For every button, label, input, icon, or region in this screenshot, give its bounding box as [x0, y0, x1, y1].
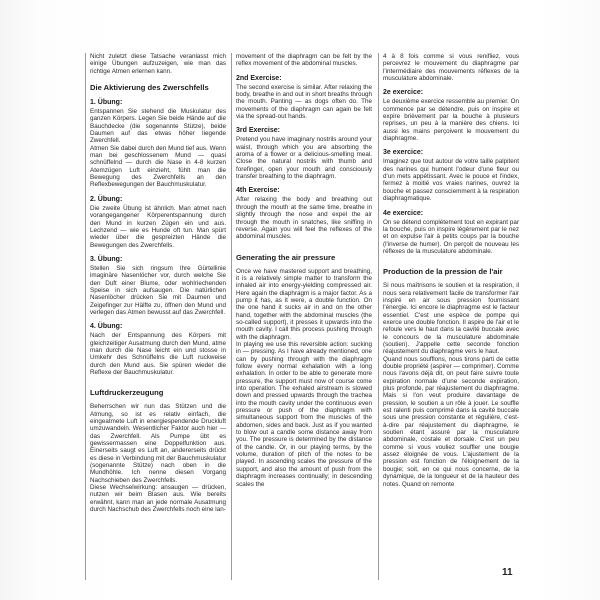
intro-paragraph: Nicht zuletzt diese Tatsache veranlasst mich einige Übungen aufzuzeigen, wie man das richtige Atmen erlernen kann. [90, 53, 226, 75]
air-pressure-text-2: Quand nous soufflons, nous tirons parti de cette double propriété (aspirer — comprimer). Comme nous l'avons déjà dit, on peut faire suivre toute expiration normale d'une seconde expiration, plus profonde, par réajustement du diaphragme. Mais si l'on veut produire davantage de pression, le soutien a un rôle à jouer. Le souffle est ralenti puis comprimé dans la cavité buccale sous une pression constante et régulière, c'est-à-dire par réajustement du diaphragme, le soutien étant assuré par la musculature abdominale, costale et dorsale. C'est un peu comme si vous vouliez souffler une bougie assez éloignée de vous. L'ajustement de la pression est fonction de l'éloignement de la bougie; soit, en ce qui nous concerne, de la dynamique, de la longueur et de la hauteur des notes. Quand on remonte [383, 355, 519, 488]
exercise-3-heading: 3rd Exercise: [236, 127, 280, 135]
exercise-4-text: On se détend complètement tout en expirant par la bouche, puis on inspire légèrement par le nez et on expulse l'air à petits coups par la bouche (l'inverse de humer). On perçoit de nouveau les réflexes de la musculature abdominale. [383, 218, 519, 255]
air-pressure-text: Si nous maîtrisons le soutien et la respiration, il nous sera relativement facile de transformer l'air inspiré en air sous pression fournissant l'énergie. Ici encore le diaphragme est le facteur essentiel. C'est une espèce de pompe qui exerce une double fonction. Il aspire de l'air et le refoule vers le haut dans la cavité buccale avec le concours de la musculature abdominale (soutien). J'appelle cette seconde fonction réajustement du diaphragme vers le haut. [383, 282, 519, 356]
exercise-2-text: Le deuxième exercice ressemble au premier. On commence par se détendre, puis on inspire et expire brièvement par la bouche à plusieurs reprises, un peu à la manière des chiens. Ici aussi les mains perçoivent le mouvement du diaphragme. [383, 98, 519, 143]
exercise-2-text: The second exercise is similar. After relaxing the body, breathe in and out in short breaths through the mouth. Panting — as dogs often do. The movements of the diaphragm can again be felt via the spread-out hands. [236, 83, 372, 121]
air-pressure-text: Once we have mastered support and breathing, it is a relatively simple matter to transform the inhaled air into energy-yielding compressed air. Here again the diaphragm is a major factor. As a pump it has, as it were, a double function. On the one hand it sucks air in and on the other hand, together with the abdominal muscles (the so-called support), it presses it upwards into the mouth cavity. I call this process pushing through with the diaphragm. [236, 267, 372, 341]
exercise-2-heading: 2nd Exercise: [236, 74, 282, 82]
exercise-3-heading: 3e exercice: [383, 149, 424, 157]
air-pressure-text-2: In playing we use this reversible action: sucking in — pressing. As I have already mentioned, one can by pushing through with the diaphragm follow every normal exhalation with a long exhalation. In order to be able to generate more pressure, the support must now of course come into operation. The exhaled airstream is slowed down and pressed upwards through the trachea into the mouth cavity under the continuous even pressure or push of the diaphragm with simultaneous support from the muscles of the abdomen, sides and back. Just as if you wanted to blow out a candle some distance away from you. The pressure is determined by the distance of the candle. Or, in our playing terms, by the volume, duration of pitch of the notes to be played. In ascending scales the pressure of the support, and also the amount of push from the diaphragm increases continually; in descending scales the [236, 340, 372, 488]
exercise-4-heading: 4. Übung: [90, 323, 123, 331]
exercise-1-text: Entspannen Sie stehend die Muskulatur des ganzen Körpers. Legen Sie beide Hände auf die Bauchdecke (die sogenannte Stütze), beide Daumen auf das etwas höher liegende Zwerchfell. [90, 108, 226, 145]
air-pressure-text-2: Diese Wechselwirkung: ansaugen — drücken, nutzen wir beim Blasen aus. Wie bereits erwähnt, kann man an jede normale Ausatmung durch Nachschub des Zwerchfells noch eine lan- [90, 484, 226, 514]
exercise-4-text: Nach der Entspannung des Körpers mit gleichzeitiger Ausatmung durch den Mund, atme man durch die Nase leicht ein und stosse in Umkehr des Schnüffelns die Luft ruckweise durch den Mund aus. Sie spüren wieder die Reflexe der Bauchmuskulatur. [90, 332, 226, 376]
exercise-3-heading: 3. Übung: [90, 255, 123, 263]
section-heading-air-pressure: Luftdruckerzeugung [90, 388, 164, 398]
air-pressure-text: Beherrschen wir nun das Stützen und die Atmung, so ist es relativ einfach, die eingeatmete Luft in energiespendende Druckluft umzuwandeln. Wesentlicher Faktor auch hier — das Zwerchfell. Als Pumpe übt es gewissermassen eine Doppelfunktion aus. Einerseits saugt es Luft an, andererseits drückt es diese in Verbindung mit der Bauchmuskulatur (sogenannte Stütze) nach oben in die Mundhöhle. Ich nenne diesen Vorgang Nachschieben des Zwerchfells. [90, 403, 226, 484]
exercise-4-heading: 4e exercice: [383, 209, 424, 217]
exercise-1-heading: 1. Übung: [90, 99, 123, 107]
exercise-1-text-2: Atmen Sie dabei durch den Mund tief aus. Wenn man bei geschlossenem Mund — quasi schnüffelnd — durch die Nase in 4-8 kurzen Atemzügen Luft einzieht, fühlt man die Bewegung des Zwerchfells an den Reflexbewegungen der Bauchmuskulatur. [90, 144, 226, 189]
exercise-3-text: Pretend you have imaginary nostrils around your waist, through which you are absorbing the aroma of a flower or a delicious-smelling meal. Close the natural nostrils with thumb and forefinger, open your mouth and consciously transfer breathing to the diaphragm. [236, 136, 372, 181]
exercise-3-text: Imaginez que tout autour de votre taille palpitent des narines qui hument l'odeur d'une fleur ou d'un mets appétissant. Avec le pouce et l'index, fermez à moitié vos vraies narines, ouvrez la bouche et passez consciemment à la respiration diaphragmatique. [383, 158, 519, 203]
exercise-2-heading: 2. Übung: [90, 195, 123, 203]
section-heading-air-pressure: Production de la pression de l'air [383, 267, 503, 277]
exercise-4-heading: 4th Exercise: [236, 187, 280, 195]
intro-paragraph: 4 à 8 fois comme si vous renifliez, vous percevrez le mouvement du diaphragme par l'intermédiaire des mouvements réflexes de la musculature abdominale. [383, 53, 519, 83]
column-english [231, 53, 372, 580]
exercise-4-text: After relaxing the body and breathing out through the mouth at the same time, breathe in slightly through the nose and expel the air through the mouth in snatches, like sniffing in reverse. Again you will feel the reflexes of the abdominal muscles. [236, 196, 372, 241]
section-heading-diaphragm-activation: Die Aktivierung des Zwerschfells [90, 83, 209, 93]
page-number: 11 [502, 567, 513, 578]
section-heading-air-pressure: Generating the air pressure [236, 252, 336, 262]
column-french [378, 53, 519, 580]
exercise-3-text: Stellen Sie sich ringsum Ihre Gürtellinie imaginäre Nasenlöcher vor, durch welche Sie den Duft einer Blume, oder wohlriechenden Speise in sich aufsaugen. Die natürlichen Nasenlöcher drücken Sie mit Daumen und Zeigefinger zur Hälfte zu, öffnen den Mund und verlegen das Atmen bewusst auf das Zwerchfell. [90, 264, 226, 316]
exercise-2-text: Die zweite Übung ist ähnlich. Man atmet nach vorangegangener Körperentspannung durch den Mund in kurzen Zügen ein und aus. Lechzend — wie es Hunde oft tun. Man spürt wieder über die gespreizten Hände die Bewegungen des Zwerchfells. [90, 204, 226, 249]
exercise-2-heading: 2e exercice: [383, 89, 424, 97]
column-german [85, 53, 226, 580]
intro-paragraph: movement of the diaphragm can be felt by the reflex movement of the abdominal muscles. [236, 53, 372, 68]
